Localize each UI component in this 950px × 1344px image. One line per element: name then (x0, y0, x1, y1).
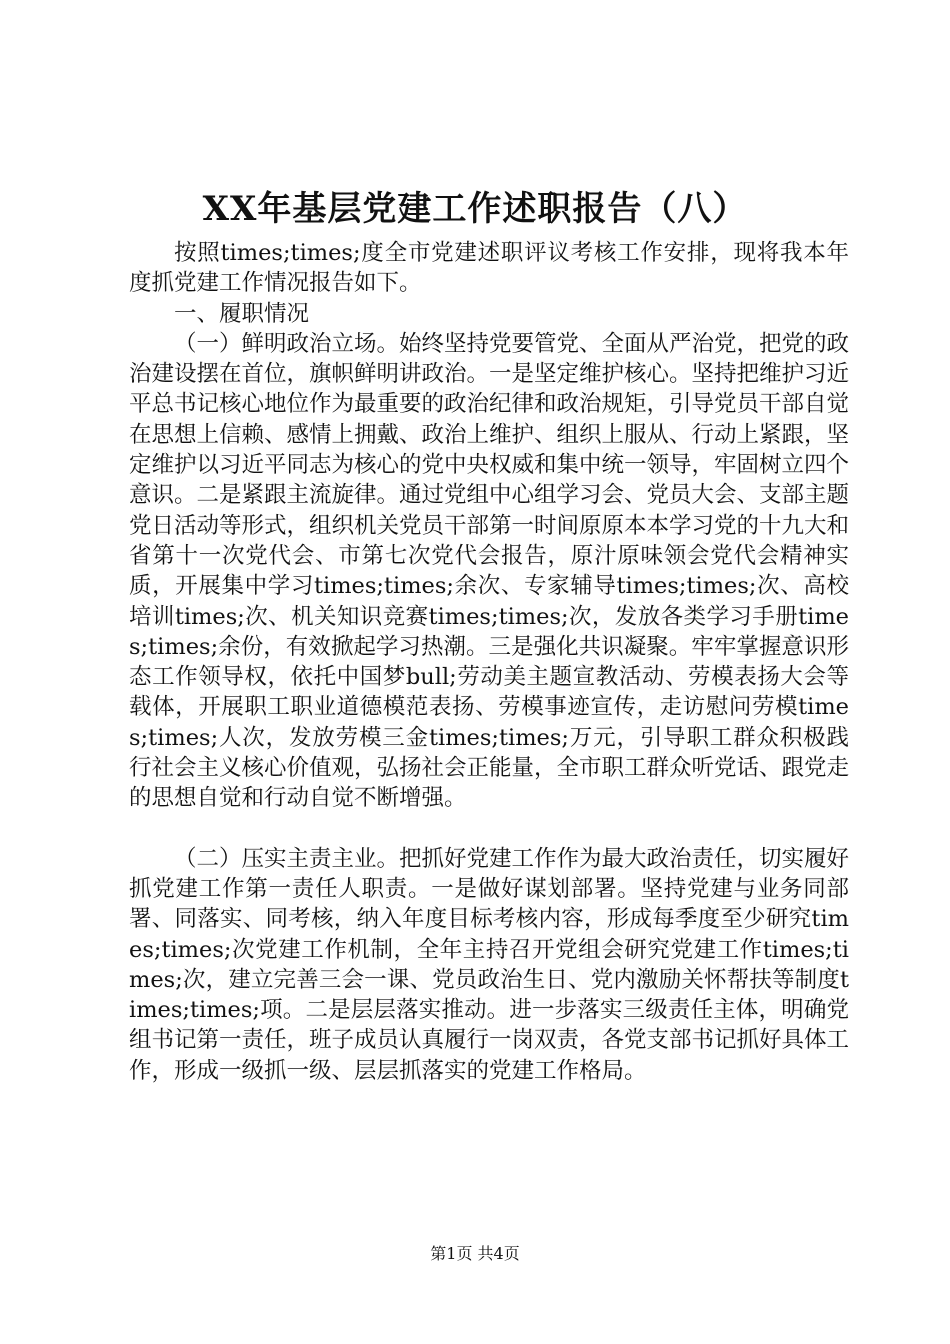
paragraph-intro: 按照times;times;度全市党建述职评议考核工作安排，现将我本年度抓党建工作情况报告如下。 (129, 240, 849, 297)
paragraph-section-2: （二）压实主责主业。把抓好党建工作作为最大政治责任，切实履好抓党建工作第一责任人职责。一是做好谋划部署。坚持党建与业务同部署、同落实、同考核，纳入年度目标考核内容，形成每季度至少研究times;times;次党建工作机制，全年主持召开党组会研究党建工作times;times;次，建立完善三会一课、党员政治生日、党内激励关怀帮扶等制度times;times;项。二是层层落实推动。进一步落实三级责任主体，明确党组书记第一责任，班子成员认真履行一岗双责，各党支部书记抓好具体工作，形成一级抓一级、层层抓落实的党建工作格局。 (129, 845, 850, 1084)
paragraph-section-1: （一）鲜明政治立场。始终坚持党要管党、全面从严治党，把党的政治建设摆在首位，旗帜鲜明讲政治。一是坚定维护核心。坚持把维护习近平总书记核心地位作为最重要的政治纪律和政治规矩，引导党员干部自觉在思想上信赖、感情上拥戴、政治上维护、组织上服从、行动上紧跟，坚定维护以习近平同志为核心的党中央权威和集中统一领导，牢固树立四个意识。二是紧跟主流旋律。通过党组中心组学习会、党员大会、支部主题党日活动等形式，组织机关党员干部第一时间原原本本学习党的十九大和省第十一次党代会、市第七次党代会报告，原汁原味领会党代会精神实质，开展集中学习times;times;余次、专家辅导times;times;次、高校培训times;次、机关知识竞赛times;times;次，发放各类学习手册times;times;余份，有效掀起学习热潮。三是强化共识凝聚。牢牢掌握意识形态工作领导权，依托中国梦bull;劳动美主题宣教活动、劳模表扬大会等载体，开展职工职业道德模范表扬、劳模事迹宣传，走访慰问劳模times;times;人次，发放劳模三金times;times;万元，引导职工群众积极践行社会主义核心价值观，弘扬社会正能量，全市职工群众听党话、跟党走的思想自觉和行动自觉不断增强。 (129, 330, 850, 812)
section-heading: 一、履职情况 (174, 300, 310, 327)
document-body (129, 238, 849, 1086)
page-number-footer: 第1页 共4页 (430, 1244, 520, 1263)
document-title: XX年基层党建工作述职报告（八） (202, 189, 748, 229)
